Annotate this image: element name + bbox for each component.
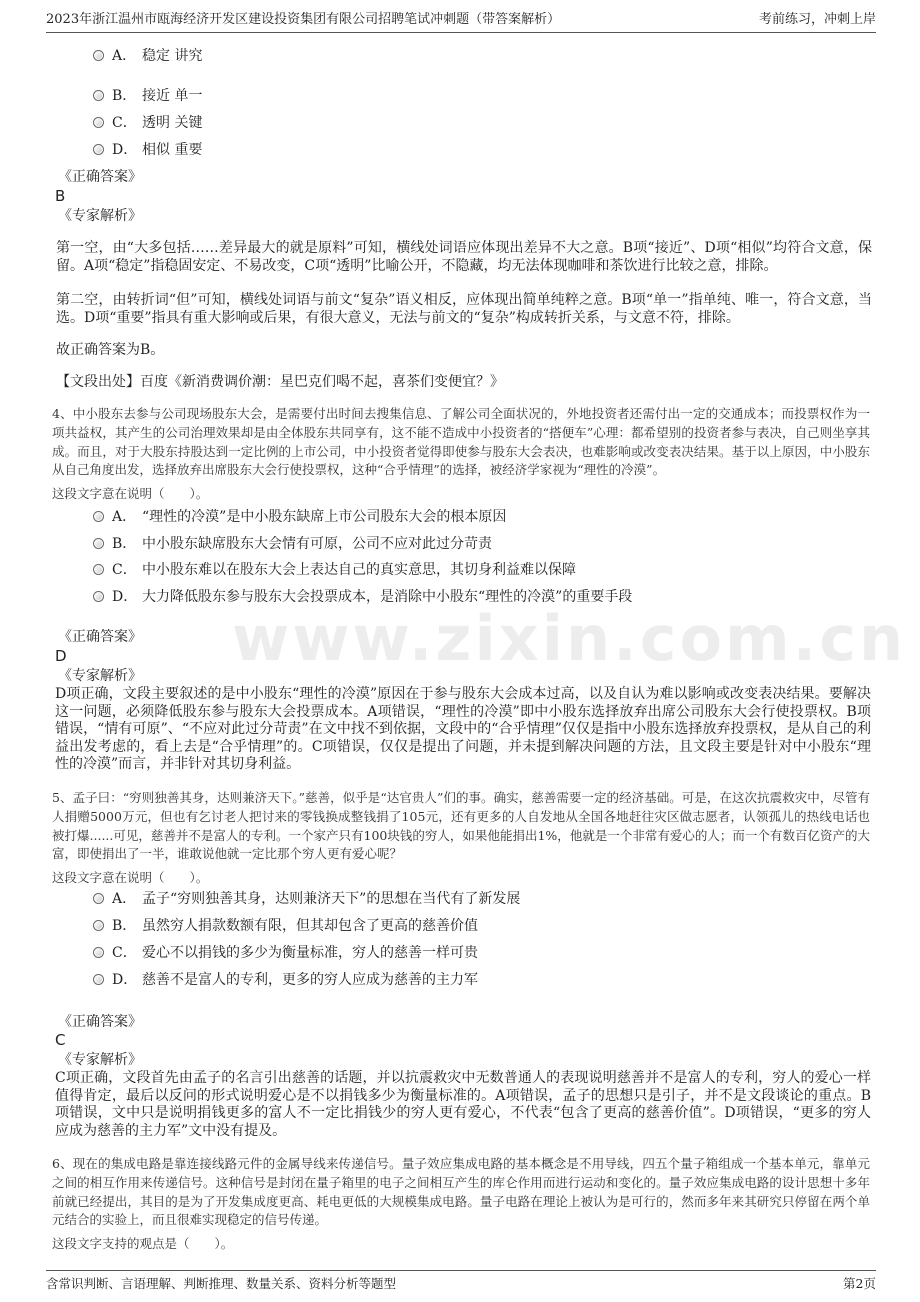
q4-option-d[interactable]: D． 大力降低股东参与股东大会投票成本，是消除中小股东“理性的冷漠”的重要手段 — [92, 585, 632, 609]
document-title: 2023年浙江温州市瓯海经济开发区建设投资集团有限公司招聘笔试冲刺题（带答案解析） — [46, 12, 561, 27]
q4-analysis: D项正确，文段主要叙述的是中小股东“理性的冷漠”原因在于参与股东大会成本过高，以及自认为难以影响或改变表决结果。要解决这一问题，必须降低股东参与股东大会投票成本。A项错误，“理性的冷漠”即中小股东选择放弃出席公司股东大会行使投票权。B项错误，“情有可原”、“不应对此过分苛责”在文中找不到依据，文段中的“合乎情理”仅仅是指中小股东选择放弃投票权，是从自己的利益出发考虑的，看上去是“合乎情理”的。C项错误，仅仅是提出了问题，并未提到解决问题的方法，且文段主要是针对中小股东“理性的冷漠”而言，并非针对其切身利益。 — [55, 686, 871, 773]
page-number: 第2页 — [843, 1276, 876, 1291]
header-slogan: 考前练习，冲刺上岸 — [758, 12, 876, 27]
q5-analysis: C项正确，文段首先由孟子的名言引出慈善的话题，并以抗震救灾中无数普通人的表现说明慈善并不是富人的专利，穷人的爱心一样值得肯定，最后以反问的形式说明爱心是不以捐钱多少为衡量标准的。A项错误，孟子的思想只是引子，并不是文段谈论的重点。B项错误，文中只是说明捐钱更多的富人不一定比捐钱少的穷人更有爱心，不代表“包含了更高的慈善价值”。D项错误，“更多的穷人应成为慈善的主力军”文中没有提及。 — [55, 1070, 871, 1139]
q4-stem: 4、中小股东去参与公司现场股东大会，是需要付出时间去搜集信息、了解公司全面状况的，外地投资者还需付出一定的交通成本；而投票权作为一项共益权，其产生的公司治理效果却是由全体股东共同享有，这不能不造成中小投资者的“搭便车”心理：都希望别的投资者参与表决，自己则坐享其成。而且，对于大股东持股达到一定比例的上市公司，中小投资者觉得即使参与股东大会表决，也难影响或改变表决结果。基于以上原因，中小股东从自己角度出发，选择放弃出席股东大会行使投票权，这种“合乎情理”的选择，被经济学家视为“理性的冷漠”。 — [52, 406, 870, 478]
page-footer — [46, 1270, 876, 1291]
radio-icon[interactable] — [93, 511, 104, 522]
q3-option-a[interactable]: A． 稳定 讲究 — [92, 44, 202, 68]
q5-answer-label: 《正确答案》 — [58, 1014, 142, 1030]
q3-analysis-label: 《专家解析》 — [58, 208, 142, 224]
q3-option-d[interactable]: D． 相似 重要 — [92, 138, 202, 162]
radio-icon[interactable] — [93, 893, 104, 904]
q4-answer: D — [55, 647, 67, 665]
radio-icon[interactable] — [93, 947, 104, 958]
q3-analysis-paragraph-1: 第一空，由“大多包括……差异最大的就是原料”可知，横线处词语应体现出差异不大之意。B项“接近”、D项“相似”均符合文意，保留。A项“稳定”指稳固安定、不易改变，C项“透明”比喻公开，不隐藏，均无法体现咖啡和茶饮进行比较之意，排除。 — [56, 240, 872, 274]
q4-analysis-label: 《专家解析》 — [58, 668, 142, 684]
watermark: www.zixin.com.cn — [232, 602, 907, 675]
q5-option-a[interactable]: A． 孟子“穷则独善其身，达则兼济天下”的思想在当代有了新发展 — [92, 887, 520, 911]
q5-option-d[interactable]: D． 慈善不是富人的专利，更多的穷人应成为慈善的主力军 — [92, 968, 478, 992]
q6-stem: 6、现在的集成电路是靠连接线路元件的金属导线来传递信号。量子效应集成电路的基本概念是不用导线，四五个量子箱组成一个基本单元，靠单元之间的相互作用来传递信号。这种信号是封闭在量子箱里的电子之间相互产生的库仑作用而进行运动和变化的。量子效应集成电路的设计思想十多年前就已经提出，其目的是为了开发集成度更高、耗电更低的大规模集成电路。量子电路在理论上被认为是可行的，然而多年来其研究只停留在两个单元结合的实验上，而且很难实现稳定的信号传递。 — [52, 1156, 870, 1228]
radio-icon[interactable] — [93, 920, 104, 931]
radio-icon[interactable] — [93, 591, 104, 602]
q5-option-b[interactable]: B． 虽然穷人捐款数额有限，但其却包含了更高的慈善价值 — [92, 914, 478, 938]
q5-answer: C — [55, 1031, 66, 1049]
q5-prompt: 这段文字意在说明（ ）。 — [52, 870, 209, 885]
q4-option-a[interactable]: A． “理性的冷漠”是中小股东缺席上市公司股东大会的根本原因 — [92, 505, 506, 529]
footer-topics: 含常识判断、言语理解、判断推理、数量关系、资料分析等题型 — [46, 1276, 397, 1291]
q3-conclusion: 故正确答案为B。 — [56, 342, 165, 358]
q3-answer: B — [55, 187, 66, 205]
q4-option-b[interactable]: B． 中小股东缺席股东大会情有可原，公司不应对此过分苛责 — [92, 532, 492, 556]
radio-icon[interactable] — [93, 144, 104, 155]
q4-answer-label: 《正确答案》 — [58, 629, 142, 645]
page-header — [46, 10, 876, 33]
q5-analysis-label: 《专家解析》 — [58, 1052, 142, 1068]
q6-prompt: 这段文字支持的观点是（ ）。 — [52, 1236, 234, 1251]
q3-option-c[interactable]: C． 透明 关键 — [92, 111, 202, 135]
q3-answer-label: 《正确答案》 — [58, 169, 142, 185]
q4-option-c[interactable]: C． 中小股东难以在股东大会上表达自己的真实意思，其切身利益难以保障 — [92, 558, 576, 582]
q3-analysis-paragraph-2: 第二空，由转折词“但”可知，横线处词语与前文“复杂”语义相反，应体现出简单纯粹之意。B项“单一”指单纯、唯一，符合文意，当选。D项“重要”指具有重大影响或后果，有很大意义，无法与前文的“复杂”构成转折关系，与文意不符，排除。 — [56, 292, 872, 326]
radio-icon[interactable] — [93, 974, 104, 985]
q3-option-b[interactable]: B． 接近 单一 — [92, 84, 202, 108]
radio-icon[interactable] — [93, 117, 104, 128]
radio-icon[interactable] — [93, 538, 104, 549]
radio-icon[interactable] — [93, 90, 104, 101]
radio-icon[interactable] — [93, 564, 104, 575]
q5-stem: 5、孟子曰：“穷则独善其身，达则兼济天下。”慈善，似乎是“达官贵人”们的事。确实，慈善需要一定的经济基础。可是，在这次抗震救灾中，尽管有人捐赠5000万元，但也有乞讨老人把讨来的零钱换成整钱捐了105元，还有更多的人自发地从全国各地赶往灾区做志愿者，认领孤儿的热线电话也被打爆......可见，慈善并不是富人的专利。一个家产只有100块钱的穷人，如果他能捐出1%，他就是一个非常有爱心的人；而一个有数百亿资产的大富，即使捐出了一半，谁敢说他就一定比那个穷人更有爱心呢？ — [52, 790, 870, 862]
q4-prompt: 这段文字意在说明（ ）。 — [52, 486, 209, 501]
q3-source: 【文段出处】百度《新消费调价潮：星巴克们喝不起，喜茶们变便宜？》 — [56, 374, 504, 390]
radio-icon[interactable] — [93, 50, 104, 61]
q5-option-c[interactable]: C． 爱心不以捐钱的多少为衡量标准，穷人的慈善一样可贵 — [92, 941, 478, 965]
